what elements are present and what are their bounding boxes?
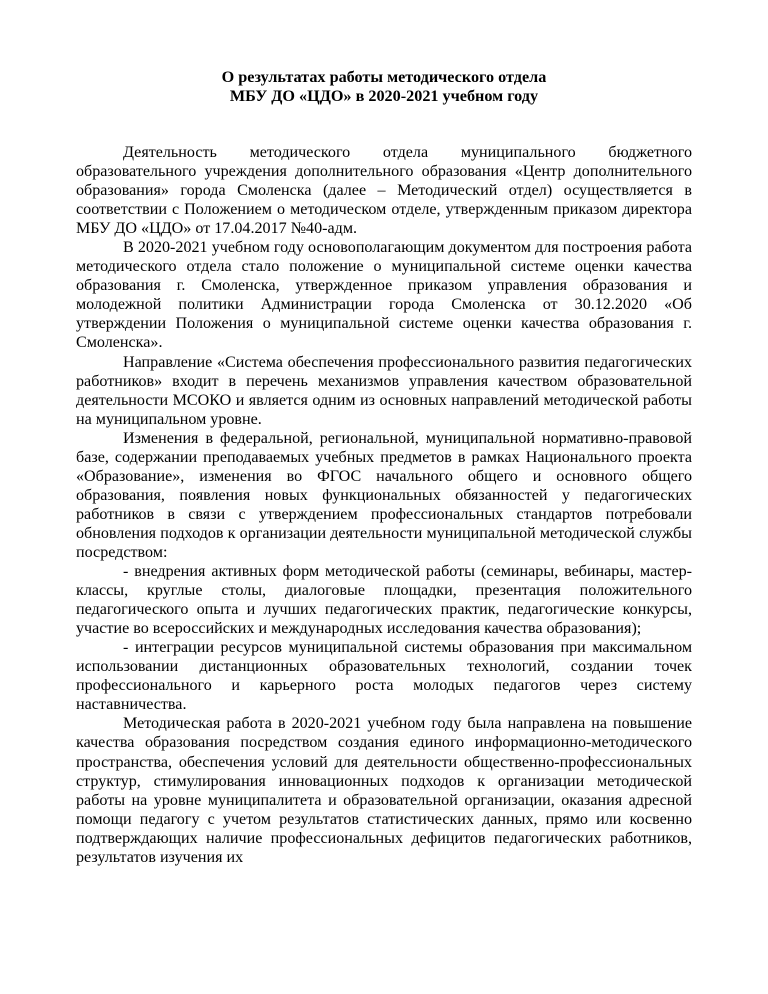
paragraph-3: Направление «Система обеспечения профессионального развития педагогических работников» входит в перечень механизмов управления качеством образовательной деятельности МСОКО и является одним из основных направлений методической работы на муниципальном уровне. (76, 353, 692, 428)
paragraph-7: Методическая работа в 2020-2021 учебном году была направлена на повышение качества образования посредством создания единого информационно-методического пространства, обеспечения условий для деятельности общественно-профессиональных структур, стимулирования инновационных подходов к организации методической работы на уровне муниципалитета и образовательной организации, оказания адресной помощи педагогу с учетом результатов статистических данных, прямо или косвенно подтверждающих наличие профессиональных дефицитов педагогических работников, результатов изучения их (76, 715, 692, 866)
document-title (76, 68, 692, 106)
paragraph-5: - внедрения активных форм методической работы (семинары, вебинары, мастер-классы, круглые столы, диалоговые площадки, презентация положительного педагогического опыта и лучших педагогических практик, педагогические конкурсы, участие во всероссийских и международных исследования качества образования); (76, 563, 692, 638)
paragraph-4: Изменения в федеральной, региональной, муниципальной нормативно-правовой базе, содержании преподаваемых учебных предметов в рамках Национального проекта «Образование», изменения во ФГОС начального общего и основного общего образования, появления новых функциональных обязанностей у педагогических работников в связи с утверждением профессиональных стандартов потребовали обновления подходов к организации деятельности муниципальной методической службы посредством: (76, 429, 692, 561)
title-line-2: МБУ ДО «ЦДО» в 2020-2021 учебном году (229, 87, 539, 105)
paragraph-6: - интеграции ресурсов муниципальной системы образования при максимальном использовании дистанционных образовательных технологий, создании точек профессионального и карьерного роста молодых педагогов через систему наставничества. (76, 639, 692, 714)
title-line-1: О результатах работы методического отдела (221, 68, 547, 86)
paragraph-2: В 2020-2021 учебном году основополагающим документом для построения работа методического отдела стало положение о муниципальной системе оценки качества образования г. Смоленска, утвержденное приказом управления образования и молодежной политики Администрации города Смоленска от 30.12.2020 «Об утверждении Положения о муниципальной системе оценки качества образования г. Смоленска». (76, 239, 692, 352)
document-body (76, 143, 692, 867)
paragraph-1: Деятельность методического отдела муниципального бюджетного образовательного учреждения дополнительного образования «Центр дополнительного образования» города Смоленска (далее – Методический отдел) осуществляется в соответствии с Положением о методическом отделе, утвержденным приказом директора МБУ ДО «ЦДО» от 17.04.2017 №40-адм. (76, 144, 692, 238)
